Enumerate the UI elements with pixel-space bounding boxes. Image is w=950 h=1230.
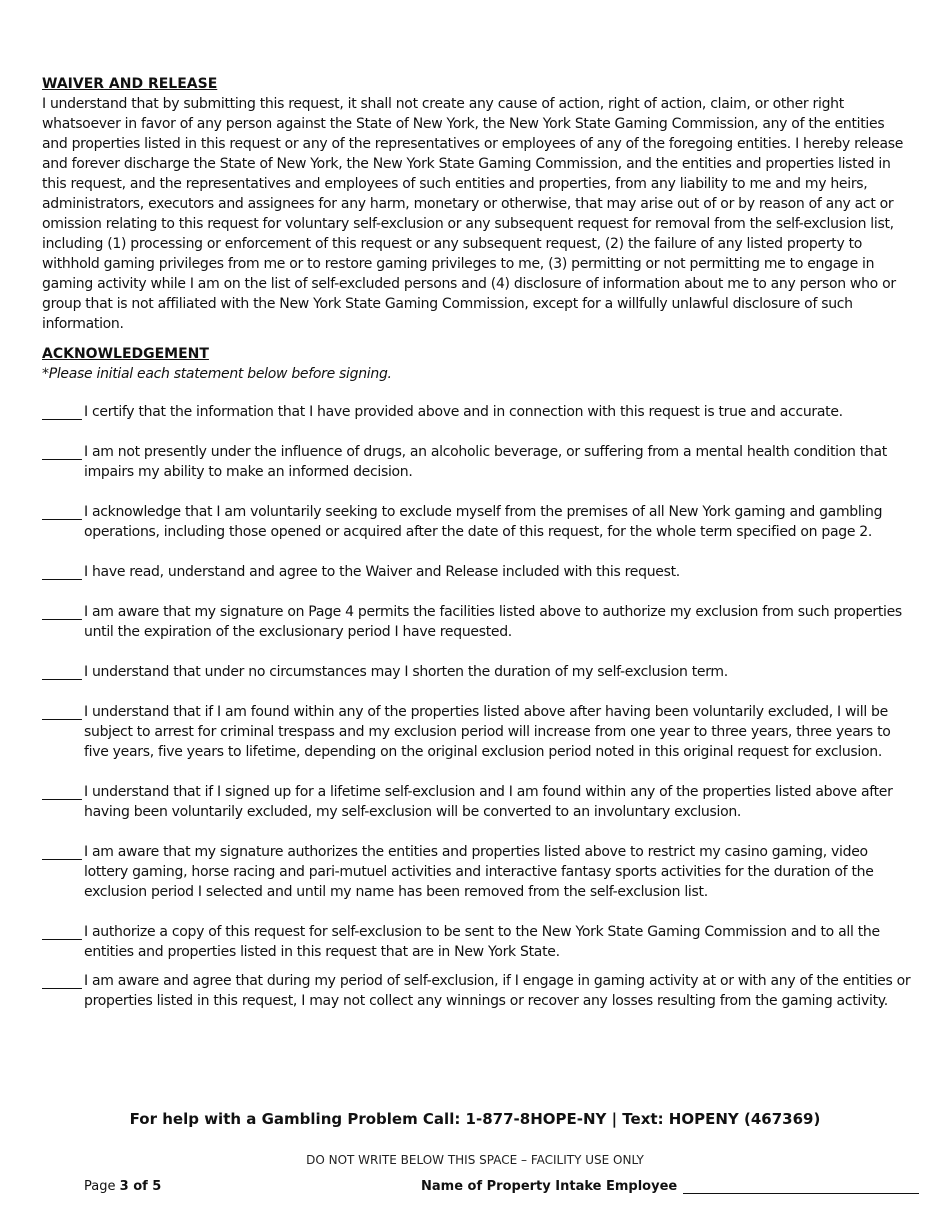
intake-employee-signature-line[interactable] xyxy=(683,1179,919,1194)
acknowledgement-heading: ACKNOWLEDGEMENT xyxy=(42,346,209,362)
page-number: 3 of 5 xyxy=(119,1179,162,1194)
intake-employee-field xyxy=(421,1179,919,1194)
ack-statement-1: I certify that the information that I have provided above and in connection with this request is true and accurate. xyxy=(42,402,912,422)
ack-statement-8: I understand that if I signed up for a lifetime self-exclusion and I am found within any of the properties listed above after having been voluntarily excluded, my self-exclusion will be converted to an involuntary exclusion. xyxy=(42,782,912,822)
ack-statement-11: I am aware and agree that during my period of self-exclusion, if I engage in gaming activity at or with any of the entities or properties listed in this request, I may not collect any winnings or recover any losses resulting from the gaming activity. xyxy=(42,971,912,1011)
ack-statement-6: I understand that under no circumstances may I shorten the duration of my self-exclusion term. xyxy=(42,662,912,682)
document-body xyxy=(42,74,912,1031)
ack-statement-10: I authorize a copy of this request for self-exclusion to be sent to the New York State Gaming Commission and to all the entities and properties listed in this request that are in New York State. xyxy=(42,922,912,962)
initial-field[interactable] xyxy=(42,842,82,860)
initial-field[interactable] xyxy=(42,702,82,720)
initial-field[interactable] xyxy=(42,502,82,520)
initial-field[interactable] xyxy=(42,971,82,989)
initial-field[interactable] xyxy=(42,602,82,620)
page-label: Page xyxy=(84,1179,116,1194)
ack-statement-9: I am aware that my signature authorizes the entities and properties listed above to restrict my casino gaming, video lottery gaming, horse racing and pari-mutuel activities and interactive fantasy sports activities for the duration of the exclusion period I selected and until my name has been removed from the self-exclusion list. xyxy=(42,842,912,902)
ack-statement-7: I understand that if I am found within any of the properties listed above after having been voluntarily excluded, I will be subject to arrest for criminal trespass and my exclusion period will increase from one year to three years, three years to five years, five years to lifetime, depending on the original exclusion period noted in this original request for exclusion. xyxy=(42,702,912,762)
acknowledgement-instruction: *Please initial each statement below before signing. xyxy=(42,366,392,382)
initial-field[interactable] xyxy=(42,922,82,940)
waiver-text: I understand that by submitting this request, it shall not create any cause of action, right of action, claim, or other right whatsoever in favor of any person against the State of New York, the New York State Gaming Commission, any of the entities and properties listed in this request or any of the representatives or employees of any of the foregoing entities. I hereby release and forever discharge the State of New York, the New York State Gaming Commission, and the entities and properties listed in this request, and the representatives and employees of such entities and properties, from any liability to me and my heirs, administrators, executors and assignees for any harm, monetary or otherwise, that may arise out of or by reason of any act or omission relating to this request for voluntary self-exclusion or any subsequent request for removal from the self-exclusion list, including (1) processing or enforcement of this request or any subsequent request, (2) the failure of any listed property to withhold gaming privileges from me or to restore gaming privileges to me, (3) permitting or not permitting me to engage in gaming activity while I am on the list of self-excluded persons and (4) disclosure of information about me to any person who or group that is not affiliated with the New York State Gaming Commission, except for a willfully unlawful disclosure of such information. xyxy=(42,96,904,332)
ack-statement-4: I have read, understand and agree to the Waiver and Release included with this request. xyxy=(42,562,912,582)
ack-statement-5: I am aware that my signature on Page 4 permits the facilities listed above to authorize my exclusion from such properties until the expiration of the exclusionary period I have requested. xyxy=(42,602,912,642)
initial-field[interactable] xyxy=(42,662,82,680)
initial-field[interactable] xyxy=(42,442,82,460)
facility-use-note: DO NOT WRITE BELOW THIS SPACE – FACILITY USE ONLY xyxy=(306,1153,644,1167)
acknowledgement-list xyxy=(42,402,912,1011)
help-line: For help with a Gambling Problem Call: 1-877-8HOPE-NY | Text: HOPENY (467369) xyxy=(129,1110,821,1128)
page-indicator xyxy=(84,1179,161,1194)
ack-statement-3: I acknowledge that I am voluntarily seeking to exclude myself from the premises of all New York gaming and gambling operations, including those opened or acquired after the date of this request, for the whole term specified on page 2. xyxy=(42,502,912,542)
waiver-heading: WAIVER AND RELEASE xyxy=(42,76,218,92)
initial-field[interactable] xyxy=(42,402,82,420)
initial-field[interactable] xyxy=(42,782,82,800)
ack-statement-2: I am not presently under the influence of drugs, an alcoholic beverage, or suffering from a mental health condition that impairs my ability to make an informed decision. xyxy=(42,442,912,482)
intake-employee-label: Name of Property Intake Employee xyxy=(421,1179,678,1194)
initial-field[interactable] xyxy=(42,562,82,580)
